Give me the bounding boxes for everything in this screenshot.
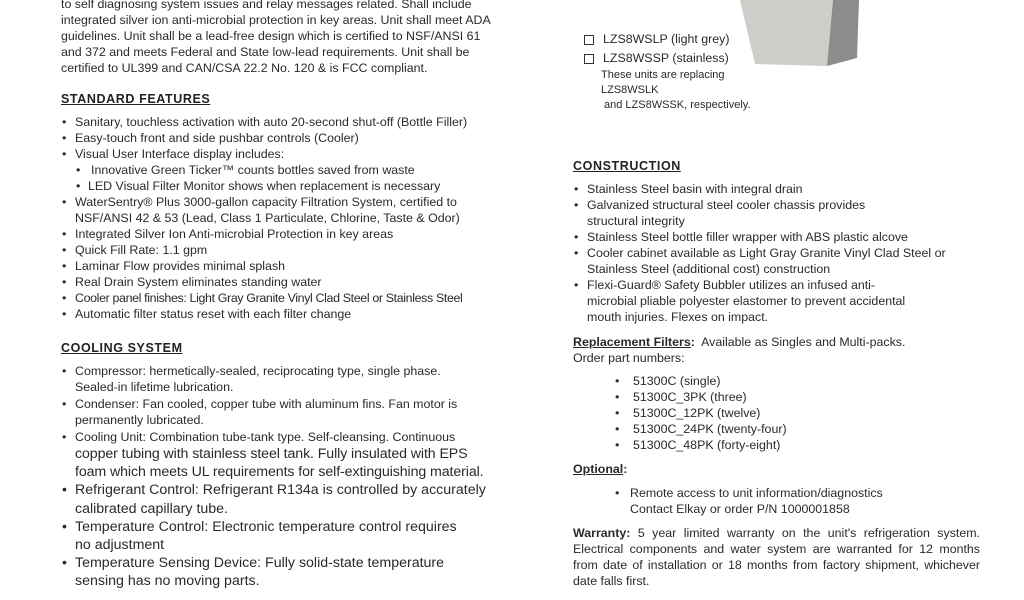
replacement-filters-text2: Order part numbers: <box>573 351 685 365</box>
optional-section <box>573 461 983 517</box>
intro-line: to self diagnosing system issues and relay messages related. Shall include <box>61 0 472 11</box>
optional-item <box>573 485 983 517</box>
list-item <box>61 429 501 481</box>
optional-line: Contact Elkay or order P/N 1000001858 <box>630 502 850 516</box>
list-item: • Quick Fill Rate: 1.1 gpm <box>61 242 521 258</box>
model-option-label: LZS8WSSP (stainless) <box>603 51 729 65</box>
list-item: • Integrated Silver Ion Anti-microbial Protection in key areas <box>61 226 521 242</box>
replacement-filters-text: Available as Singles and Multi-packs. <box>701 335 906 349</box>
cooling-system-list <box>61 363 501 591</box>
intro-line: and 372 and meets Federal and State low-lead requirements. Unit shall be <box>61 45 470 59</box>
warranty-label: Warranty: <box>573 526 631 540</box>
intro-paragraph <box>61 0 512 76</box>
list-item-text: • Temperature Control: Electronic temperature control requires no adjustment <box>75 518 457 554</box>
optional-label: Optional <box>573 462 624 476</box>
list-item: • Real Drain System eliminates standing water <box>61 274 521 290</box>
replacement-filters-label: Replacement Filters <box>573 335 691 349</box>
list-item: • WaterSentry® Plus 3000-gallon capacity Filtration System, certified to NSF/ANSI 42 & 53 (Lead, Class 1 Particulate, Chlorine, Taste & Odor) <box>61 194 505 226</box>
model-options <box>581 30 781 113</box>
filter-part: • 51300C_12PK (twelve) <box>573 405 983 421</box>
list-item: • Refrigerant Control: Refrigerant R134a is controlled by accurately calibrated capillary tube. <box>61 481 501 517</box>
intro-line: certified to UL399 and CAN/CSA 22.2 No. 120 & is FCC compliant. <box>61 61 428 75</box>
list-item: • Cooler cabinet available as Light Gray Granite Vinyl Clad Steel or Stainless Steel (additional cost) construction <box>573 245 957 277</box>
filter-part: • 51300C_24PK (twenty-four) <box>573 421 983 437</box>
list-item: • Laminar Flow provides minimal splash <box>61 258 521 274</box>
list-item-text: • Cooling Unit: Combination tube-tank type. Self-cleansing. Continuous <box>75 430 456 444</box>
list-item: • Compressor: hermetically-sealed, reciprocating type, single phase. Sealed-in lifetime lubrication. <box>61 363 475 395</box>
checkbox[interactable] <box>584 54 594 64</box>
list-item-text: copper tubing with stainless steel tank. Fully insulated with EPS foam which meets UL requirements for self-extinguishing material. <box>75 446 484 481</box>
list-item: • Condenser: Fan cooled, copper tube with aluminum fins. Fan motor is permanently lubricated. <box>61 396 475 428</box>
list-item: • Easy-touch front and side pushbar controls (Cooler) <box>61 130 521 146</box>
filter-part: • 51300C (single) <box>573 373 983 389</box>
label-colon: : <box>690 335 695 349</box>
list-item: • Stainless Steel bottle filler wrapper with ABS plastic alcove <box>573 229 973 245</box>
list-item: • Stainless Steel basin with integral drain <box>573 181 973 197</box>
warranty-section <box>573 525 980 589</box>
list-item: • Sanitary, touchless activation with auto 20-second shut-off (Bottle Filler) <box>61 114 521 130</box>
list-item: • Visual User Interface display includes: <box>61 146 521 162</box>
filter-part: • 51300C_3PK (three) <box>573 389 983 405</box>
list-item: • Temperature Sensing Device: Fully solid-state temperature sensing has no moving parts. <box>61 554 475 590</box>
construction-list <box>573 181 973 325</box>
intro-line: integrated silver ion anti-microbial protection in key areas. Unit shall meet ADA <box>61 13 491 27</box>
standard-features-list <box>61 114 521 322</box>
model-option-stainless[interactable] <box>581 49 781 68</box>
label-colon: : <box>623 462 628 476</box>
list-item: • Flexi-Guard® Safety Bubbler utilizes an infused anti-microbial pliable polyester elastomer to prevent accidental mouth injuries. Flexes on impact. <box>573 277 912 325</box>
model-option-light-grey[interactable] <box>581 30 781 49</box>
list-subitem: • LED Visual Filter Monitor shows when replacement is necessary <box>61 178 521 194</box>
list-subitem: • Innovative Green Ticker™ counts bottles saved from waste <box>61 162 521 178</box>
replacement-filters <box>573 334 983 453</box>
construction-heading: CONSTRUCTION <box>573 159 681 173</box>
list-item: • Galvanized structural steel cooler chassis provides structural integrity <box>573 197 917 229</box>
model-option-label: LZS8WSLP (light grey) <box>603 32 730 46</box>
model-note-line: These units are replacing LZS8WSLK <box>601 69 725 96</box>
list-item: • Automatic filter status reset with each filter change <box>61 306 521 322</box>
model-note-line: and LZS8WSSK, respectively. <box>604 99 751 111</box>
standard-features-heading: STANDARD FEATURES <box>61 92 211 106</box>
list-item <box>61 518 501 554</box>
checkbox[interactable] <box>584 35 594 45</box>
intro-line: guidelines. Unit shall be a lead-free design which is certified to NSF/ANSI 61 <box>61 29 481 43</box>
optional-line: • Remote access to unit information/diagnostics <box>630 486 883 500</box>
list-item: • Cooler panel finishes: Light Gray Granite Vinyl Clad Steel or Stainless Steel <box>61 290 521 306</box>
filter-part: • 51300C_48PK (forty-eight) <box>573 437 983 453</box>
warranty-text: 5 year limited warranty on the unit's refrigeration system. Electrical components and water system are warranted for 12 months from date of installation or 18 months from factory shipment, whichever date falls first. <box>573 526 980 588</box>
cooling-system-heading: COOLING SYSTEM <box>61 341 183 355</box>
